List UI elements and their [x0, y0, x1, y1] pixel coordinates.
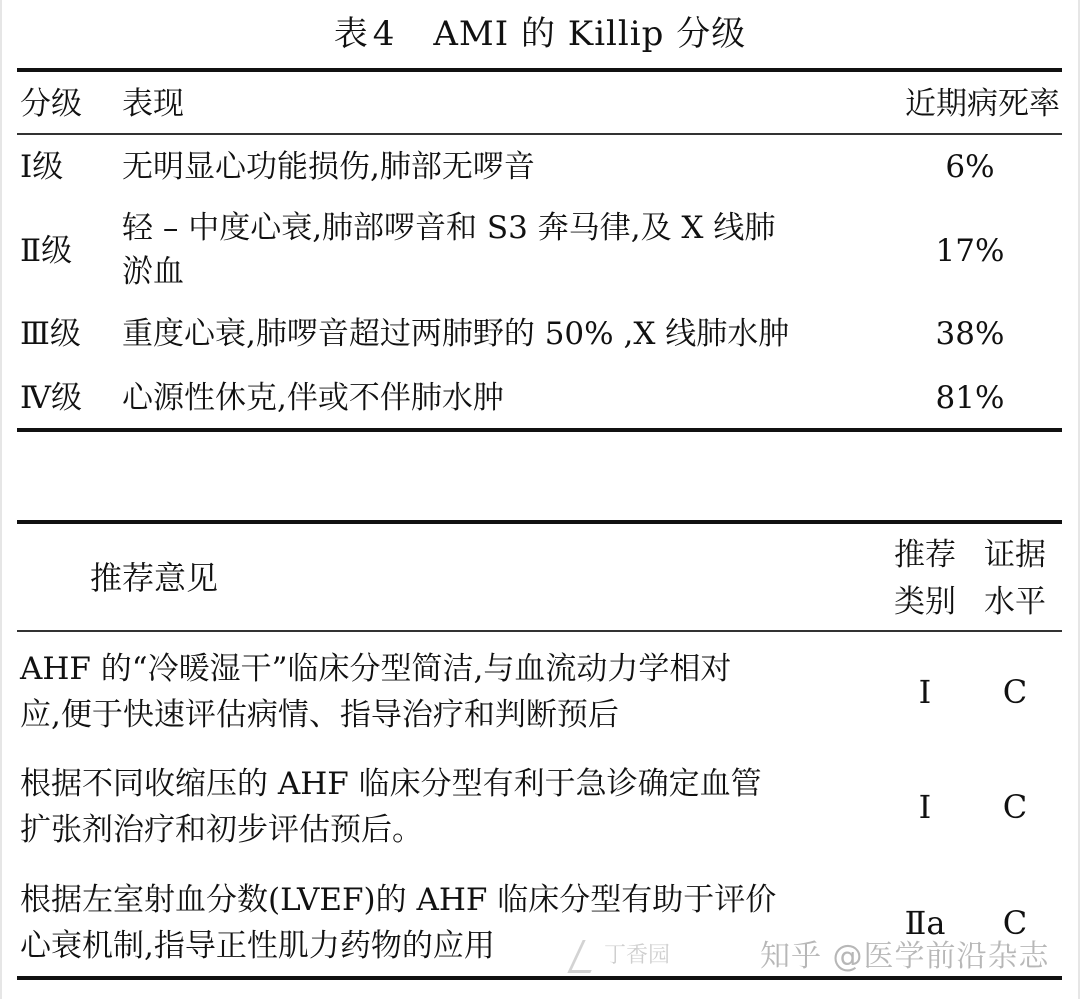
- evidence-level: C: [1002, 904, 1028, 942]
- row-grade: Ⅲ级: [20, 316, 81, 352]
- recommendation-class: Ⅰ: [918, 673, 932, 711]
- table2-top-rule: [17, 520, 1062, 524]
- zhihu-watermark: 知乎 @医学前沿杂志: [760, 939, 1050, 974]
- table1-header-grade: 分级: [20, 86, 82, 122]
- evidence-level: C: [1002, 788, 1028, 826]
- evidence-level: C: [1002, 673, 1028, 711]
- table1-header-rule: [17, 133, 1062, 135]
- recommendation-line2: 扩张剂治疗和初步评估预后。: [20, 812, 423, 848]
- table1-header-description: 表现: [122, 86, 184, 122]
- row-mortality: 38%: [935, 316, 1005, 352]
- table2-header-level-line1: 证据: [984, 537, 1046, 573]
- row-description: 心源性休克,伴或不伴肺水肿: [122, 380, 504, 416]
- row-description: 重度心衰,肺啰音超过两肺野的 50% ,X 线肺水肿: [122, 316, 790, 352]
- row-description: 无明显心功能损伤,肺部无啰音: [122, 149, 535, 185]
- dxy-watermark-text: 丁香园: [604, 943, 671, 968]
- dxy-watermark: [575, 938, 670, 973]
- recommendation-line2: 应,便于快速评估病情、指导治疗和判断预后: [20, 697, 619, 733]
- row-grade: Ⅳ级: [20, 380, 82, 416]
- table1-top-rule: [17, 68, 1062, 72]
- recommendation-line1: 根据左室射血分数(LVEF)的 AHF 临床分型有助于评价: [20, 882, 777, 918]
- recommendation-class: Ⅱa: [904, 904, 946, 942]
- table2-header-level-line2: 水平: [984, 584, 1046, 620]
- row-description-line1: 轻 – 中度心衰,肺部啰音和 S3 奔马律,及 X 线肺: [122, 210, 776, 246]
- table-title-number: 4: [372, 14, 396, 54]
- row-mortality: 81%: [935, 380, 1005, 416]
- table2-header-opinion: 推荐意见: [90, 559, 219, 597]
- row-description-line2: 淤血: [122, 254, 184, 290]
- row-grade: Ⅰ级: [20, 149, 64, 185]
- table1-bottom-rule: [17, 428, 1062, 432]
- row-mortality: 17%: [935, 233, 1005, 269]
- row-mortality: 6%: [945, 149, 995, 185]
- recommendation-class: Ⅰ: [918, 788, 932, 826]
- table-title: [0, 10, 1080, 58]
- table2-header-class-line2: 类别: [894, 584, 956, 620]
- recommendation-line1: AHF 的“冷暖湿干”临床分型简洁,与血流动力学相对: [20, 651, 732, 687]
- row-grade: Ⅱ级: [20, 233, 73, 269]
- page-edge-left: [0, 0, 2, 999]
- recommendation-line2: 心衰机制,指导正性肌力药物的应用: [20, 928, 495, 964]
- table-title-text: AMI 的 Killip 分级: [433, 14, 747, 54]
- table-title-prefix: 表: [333, 14, 369, 54]
- table1-header-mortality: 近期病死率: [905, 86, 1060, 122]
- recommendation-line1: 根据不同收缩压的 AHF 临床分型有利于急诊确定血管: [20, 766, 762, 802]
- table2-header-rule: [17, 630, 1062, 632]
- table2-header-class-line1: 推荐: [894, 537, 956, 573]
